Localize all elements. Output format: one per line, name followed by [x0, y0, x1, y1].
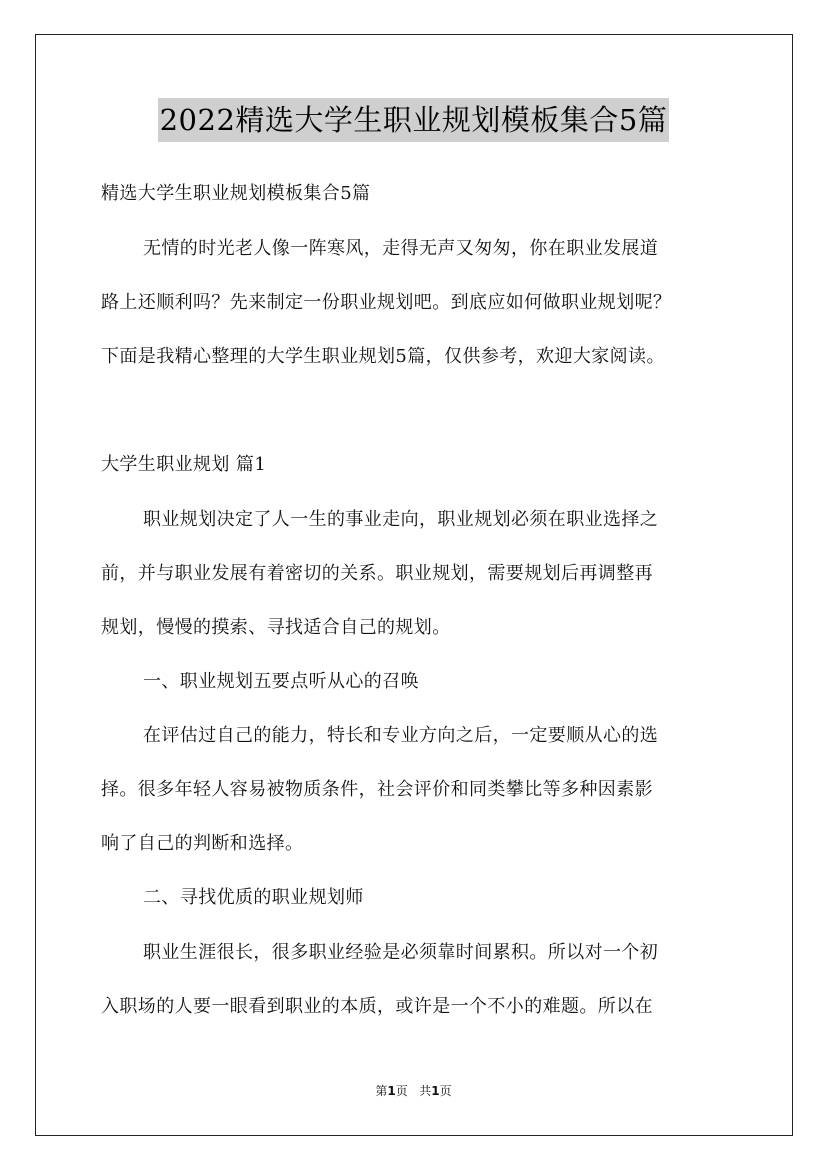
paragraph-line: 入职场的人要一眼看到职业的本质，或许是一个不小的难题。所以在	[101, 996, 653, 1017]
page-footer	[0, 1083, 827, 1099]
document-title: 2022精选大学生职业规划模板集合5篇	[158, 98, 670, 142]
footer-total-suffix: 页	[439, 1084, 452, 1098]
paragraph-line: 规划，慢慢的摸索、寻找适合自己的规划。	[101, 617, 451, 638]
subsection-heading: 二、寻找优质的职业规划师	[143, 887, 364, 908]
intro-heading: 精选大学生职业规划模板集合5篇	[101, 183, 371, 204]
subsection-heading: 一、职业规划五要点听从心的召唤	[143, 671, 419, 692]
paragraph-line: 下面是我精心整理的大学生职业规划5篇，仅供参考，欢迎大家阅读。	[101, 346, 665, 367]
paragraph-line: 职业规划决定了人一生的事业走向，职业规划必须在职业选择之	[143, 509, 659, 530]
footer-page-prefix: 第	[375, 1084, 388, 1098]
paragraph-line: 路上还顺利吗？先来制定一份职业规划吧。到底应如何做职业规划呢？	[101, 292, 672, 313]
paragraph-line: 前，并与职业发展有着密切的关系。职业规划，需要规划后再调整再	[101, 563, 653, 584]
paragraph-line: 择。很多年轻人容易被物质条件，社会评价和同类攀比等多种因素影	[101, 779, 653, 800]
footer-total-prefix: 共	[419, 1084, 432, 1098]
footer-page-number: 1	[387, 1084, 396, 1098]
paragraph-line: 响了自己的判断和选择。	[101, 833, 304, 854]
footer-page-suffix: 页	[395, 1084, 408, 1098]
paragraph-line: 无情的时光老人像一阵寒风，走得无声又匆匆，你在职业发展道	[143, 238, 659, 259]
paragraph-line: 在评估过自己的能力，特长和专业方向之后，一定要顺从心的选	[143, 725, 659, 746]
section-heading: 大学生职业规划 篇1	[101, 454, 267, 475]
paragraph-line: 职业生涯很长，很多职业经验是必须靠时间累积。所以对一个初	[143, 942, 659, 963]
footer-total-number: 1	[431, 1084, 440, 1098]
title-container	[0, 98, 827, 142]
